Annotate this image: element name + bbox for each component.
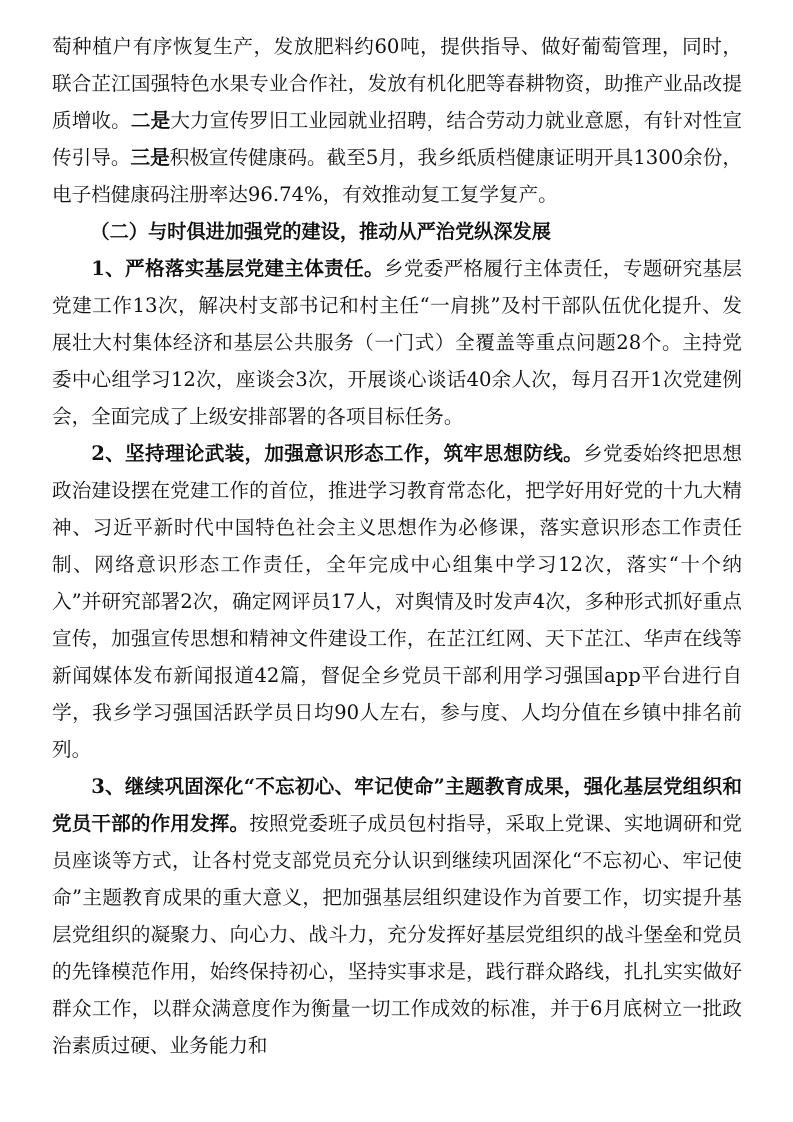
intro-bold-third: 三是: [130, 146, 170, 169]
item-2-paragraph: [52, 435, 742, 768]
item-2-body: 乡党委始终把思想政治建设摆在党建工作的首位，推进学习教育常态化，把学好用好党的十九大精神、习近平新时代中国特色社会主义思想作为必修课，落实意识形态工作责任制、网络意识形态工作责任，全年完成中心组集中学习12次，落实“十个纳入”并研究部署2次，确定网评员17人，对舆情及时发声4次，多种形式抓好重点宣传，加强宣传思想和精神文件建设工作，在芷江红网、天下芷江、华声在线等新闻媒体发布新闻报道42篇，督促全乡党员干部利用学习强国app平台进行自学，我乡学习强国活跃学员日均90人左右，参与度、人均分值在乡镇中排名前列。: [52, 442, 743, 761]
item-1-body: 乡党委严格履行主体责任，专题研究基层党建工作13次，解决村支部书记和村主任“一肩挑”及村干部队伍优化提升、发展壮大村集体经济和基层公共服务（一门式）全覆盖等重点问题28个。主持党委中心组学习12次，座谈会3次，开展谈心谈话40余人次，每月召开1次党建例会，全面完成了上级安排部署的各项目标任务。: [52, 257, 742, 428]
item-1-paragraph: [52, 250, 742, 435]
item-3-title: 3、继续巩固深化“不忘初心、牢记使命”主题教育成果，强化基层党组织和党员干部的作用发挥。: [52, 775, 742, 835]
document-page: [52, 28, 742, 1064]
intro-text-1: 萄种植户有序恢复生产，发放肥料约60吨，提供指导、做好葡萄管理，同时，联合芷江国强特色水果专业合作社，发放有机化肥等春耕物资，助推产业品改提质增收。: [52, 35, 742, 132]
item-3-body: 按照党委班子成员包村指导，采取上党课、实地调研和党员座谈等方式，让各村党支部党员充分认识到继续巩固深化“不忘初心、牢记使命”主题教育成果的重大意义，把加强基层组织建设作为首要工作，切实提升基层党组织的凝聚力、向心力、战斗力，充分发挥好基层党组织的战斗堡垒和党员的先锋模范作用，始终保持初心，坚持实事求是，践行群众路线，扎扎实实做好群众工作，以群众满意度作为衡量一切工作成效的标准，并于6月底树立一批政治素质过硬、业务能力和: [52, 812, 743, 1057]
section-heading: （二）与时俱进加强党的建设，推动从严治党纵深发展: [90, 220, 551, 243]
item-2-title: 2、坚持理论武装，加强意识形态工作，筑牢思想防线。: [91, 442, 584, 465]
intro-text-2: 大力宣传罗旧工业园就业招聘，结合劳动力就业意愿，有针对性宣传引导。: [52, 109, 743, 169]
intro-paragraph: [52, 28, 742, 213]
intro-text-3: 积极宣传健康码。截至5月，我乡纸质档健康证明开具1300余份，电子档健康码注册率达96.74%，有效推动复工复学复产。: [52, 146, 743, 206]
item-1-title: 1、严格落实基层党建主体责任。: [91, 257, 384, 280]
item-3-paragraph: [52, 768, 742, 1064]
intro-bold-second: 二是: [130, 109, 171, 132]
